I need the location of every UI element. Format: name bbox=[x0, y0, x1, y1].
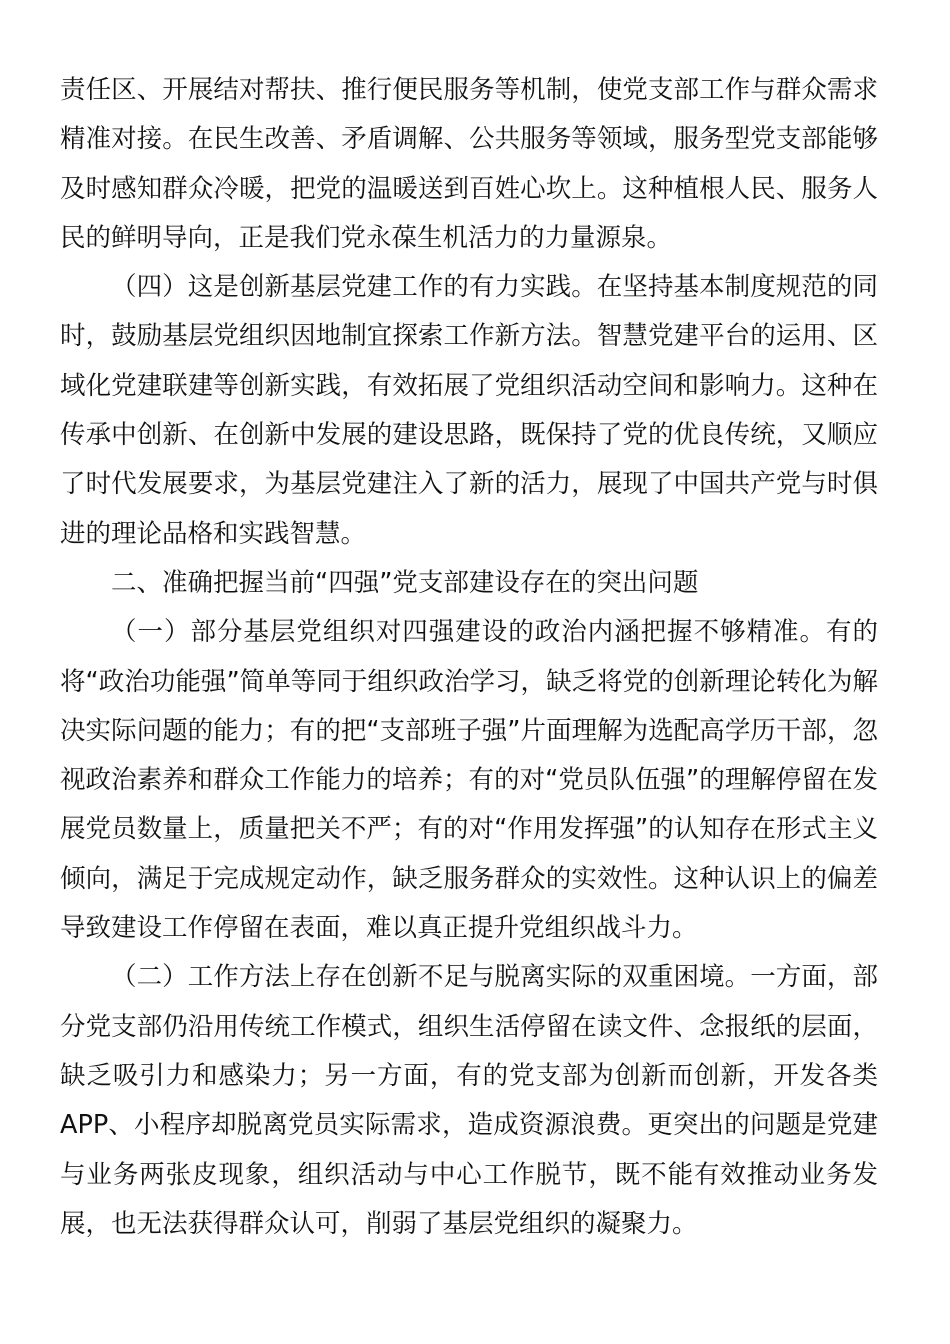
section-heading-2: 二、准确把握当前“四强”党支部建设存在的突出问题 bbox=[111, 567, 699, 598]
paragraph-problem-2: （二）工作方法上存在创新不足与脱离实际的双重困境。一方面，部分党支部仍沿用传统工作模式，组织生活停留在读文件、念报纸的层面，缺乏吸引力和感染力；另一方面，有的党支部为创新而创新，开发各类 APP、小程序却脱离党员实际需求，造成资源浪费。更突出的问题是党建与业务两张皮现象，组织活动与中心工作脱节，既不能有效推动业务发展，也无法获得群众认可，削弱了基层党组织的凝聚力。 bbox=[60, 962, 878, 1239]
paragraph-continuation: 责任区、开展结对帮扶、推行便民服务等机制，使党支部工作与群众需求精准对接。在民生改善、矛盾调解、公共服务等领域，服务型党支部能够及时感知群众冷暖，把党的温暖送到百姓心坎上。这种植根人民、服务人民的鲜明导向，正是我们党永葆生机活力的力量源泉。 bbox=[60, 75, 878, 253]
paragraph-section-4: （四）这是创新基层党建工作的有力实践。在坚持基本制度规范的同时，鼓励基层党组织因地制宜探索工作新方法。智慧党建平台的运用、区域化党建联建等创新实践，有效拓展了党组织活动空间和影响力。这种在传承中创新、在创新中发展的建设思路，既保持了党的优良传统，又顺应了时代发展要求，为基层党建注入了新的活力，展现了中国共产党与时俱进的理论品格和实践智慧。 bbox=[60, 272, 878, 549]
document-body bbox=[60, 66, 878, 1249]
paragraph-problem-1: （一）部分基层党组织对四强建设的政治内涵把握不够精准。有的将“政治功能强”简单等同于组织政治学习，缺乏将党的创新理论转化为解决实际问题的能力；有的把“支部班子强”片面理解为选配高学历干部，忽视政治素养和群众工作能力的培养；有的对“党员队伍强”的理解停留在发展党员数量上，质量把关不严；有的对“作用发挥强”的认知存在形式主义倾向，满足于完成规定动作，缺乏服务群众的实效性。这种认识上的偏差导致建设工作停留在表面，难以真正提升党组织战斗力。 bbox=[60, 617, 878, 944]
